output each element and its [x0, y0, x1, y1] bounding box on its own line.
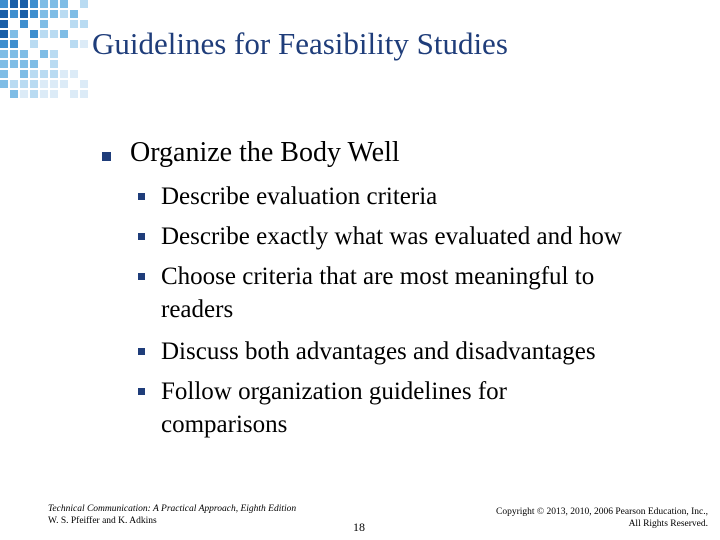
book-authors: W. S. Pfeiffer and K. Adkins: [48, 516, 157, 526]
square-bullet-icon: [138, 233, 145, 240]
mosaic-tile: [60, 0, 68, 8]
mosaic-tile: [30, 30, 38, 38]
mosaic-tile: [80, 40, 88, 48]
footer-copyright: [496, 506, 708, 530]
mosaic-tile: [30, 0, 38, 8]
mosaic-tile: [30, 10, 38, 18]
square-bullet-icon: [138, 193, 145, 200]
sub-point-text: Discuss both advantages and disadvantages: [161, 338, 596, 365]
mosaic-tile: [40, 90, 48, 98]
mosaic-tile: [0, 50, 8, 58]
mosaic-tile: [40, 10, 48, 18]
mosaic-tile: [40, 30, 48, 38]
mosaic-tile: [40, 70, 48, 78]
mosaic-tile: [80, 0, 88, 8]
mosaic-tile: [60, 80, 68, 88]
mosaic-tile: [20, 80, 28, 88]
sub-point-text: Describe evaluation criteria: [161, 183, 438, 210]
mosaic-tile: [10, 90, 18, 98]
mosaic-tile: [0, 10, 8, 18]
sub-point-text: Choose criteria that are most meaningful to readers: [161, 263, 595, 323]
mosaic-tile: [10, 60, 18, 68]
mosaic-tile: [50, 10, 58, 18]
mosaic-tile: [60, 10, 68, 18]
corner-tile-mosaic: [0, 0, 90, 105]
mosaic-tile: [40, 0, 48, 8]
mosaic-tile: [40, 80, 48, 88]
mosaic-tile: [50, 80, 58, 88]
copyright-line: Copyright © 2013, 2010, 2006 Pearson Education, Inc.,: [496, 507, 708, 517]
footer-citation: [48, 503, 296, 527]
square-bullet-icon: [138, 273, 145, 280]
mosaic-tile: [70, 70, 78, 78]
mosaic-tile: [10, 0, 18, 8]
mosaic-tile: [20, 70, 28, 78]
mosaic-tile: [30, 90, 38, 98]
square-bullet-icon: [138, 348, 145, 355]
mosaic-tile: [0, 30, 8, 38]
mosaic-tile: [50, 0, 58, 8]
mosaic-tile: [50, 90, 58, 98]
sub-point-text: Describe exactly what was evaluated and how: [161, 223, 622, 250]
mosaic-tile: [20, 20, 28, 28]
mosaic-tile: [50, 50, 58, 58]
mosaic-tile: [50, 70, 58, 78]
mosaic-tile: [40, 50, 48, 58]
mosaic-tile: [20, 90, 28, 98]
sub-point-text: Follow organization guidelines for comparisons: [161, 378, 508, 438]
mosaic-tile: [0, 60, 8, 68]
mosaic-tile: [70, 10, 78, 18]
mosaic-tile: [10, 40, 18, 48]
mosaic-tile: [10, 80, 18, 88]
mosaic-tile: [50, 60, 58, 68]
mosaic-tile: [80, 80, 88, 88]
mosaic-tile: [70, 90, 78, 98]
mosaic-tile: [10, 50, 18, 58]
mosaic-tile: [20, 0, 28, 8]
page-number: 18: [353, 520, 365, 534]
mosaic-tile: [30, 60, 38, 68]
mosaic-tile: [80, 20, 88, 28]
mosaic-tile: [0, 70, 8, 78]
mosaic-tile: [40, 20, 48, 28]
slide-title: Guidelines for Feasibility Studies: [92, 26, 508, 61]
mosaic-tile: [20, 50, 28, 58]
mosaic-tile: [30, 70, 38, 78]
rights-line: All Rights Reserved.: [628, 519, 708, 529]
mosaic-tile: [10, 30, 18, 38]
mosaic-tile: [0, 0, 8, 8]
mosaic-tile: [80, 90, 88, 98]
mosaic-tile: [70, 40, 78, 48]
mosaic-tile: [0, 20, 8, 28]
mosaic-tile: [10, 10, 18, 18]
square-bullet-icon: [102, 152, 111, 161]
square-bullet-icon: [138, 388, 145, 395]
mosaic-tile: [60, 30, 68, 38]
mosaic-tile: [30, 80, 38, 88]
mosaic-tile: [60, 70, 68, 78]
mosaic-tile: [0, 80, 8, 88]
mosaic-tile: [50, 30, 58, 38]
mosaic-tile: [70, 20, 78, 28]
book-title: Technical Communication: A Practical Approach, Eighth Edition: [48, 504, 297, 514]
main-point-text: Organize the Body Well: [130, 137, 400, 168]
mosaic-tile: [30, 40, 38, 48]
mosaic-tile: [20, 60, 28, 68]
mosaic-tile: [20, 10, 28, 18]
mosaic-tile: [0, 40, 8, 48]
